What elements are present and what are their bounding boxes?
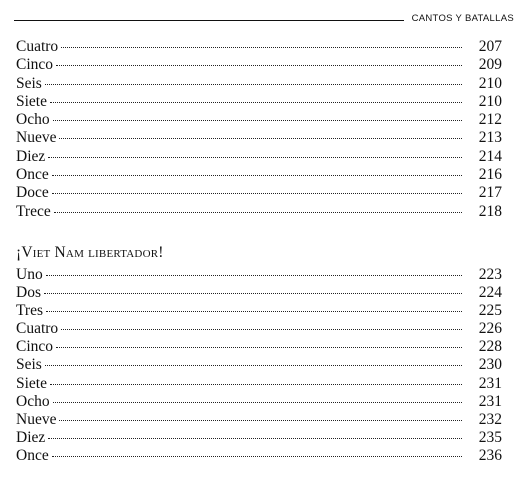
toc-entry-page: 236 (478, 446, 502, 464)
toc-entry (16, 447, 502, 465)
toc-entry-page: 218 (478, 202, 502, 220)
toc-list (16, 38, 502, 221)
toc-entry-label: Cuatro (16, 320, 59, 338)
toc-entry-page: 213 (478, 129, 502, 147)
dot-leader (56, 65, 462, 66)
toc-entry (16, 38, 502, 56)
toc-entry-label: Cinco (16, 56, 54, 74)
toc-entry-page: 231 (478, 374, 502, 392)
toc-entry-page: 224 (478, 284, 502, 302)
toc-entry-label: Uno (16, 266, 43, 283)
dot-leader (52, 456, 462, 457)
toc-entry-page: 216 (478, 166, 502, 184)
toc-entry-page: 217 (478, 184, 502, 202)
running-title: CANTOS Y BATALLAS (411, 12, 514, 24)
toc-entry (16, 393, 502, 411)
dot-leader (61, 47, 462, 48)
dot-leader (50, 384, 462, 385)
dot-leader (44, 293, 462, 294)
dot-leader (48, 438, 462, 439)
toc-entry-label: Dos (16, 284, 41, 302)
toc-entry-page: 214 (478, 147, 502, 165)
dot-leader (59, 420, 462, 421)
toc-entry (16, 166, 502, 184)
toc-entry-label: Ocho (16, 111, 50, 129)
dot-leader (53, 120, 462, 121)
toc-entry (16, 148, 502, 166)
toc-entry (16, 75, 502, 93)
toc-entry-label: Nueve (16, 129, 57, 147)
toc-entry-page: 235 (478, 428, 502, 446)
toc-entry (16, 320, 502, 338)
toc-list (16, 266, 502, 465)
toc-entry-label: Ocho (16, 392, 50, 410)
dot-leader (59, 138, 462, 139)
toc-entry (16, 184, 502, 202)
toc-entry (16, 56, 502, 74)
toc-entry (16, 375, 502, 393)
toc-entry-label: Seis (16, 74, 42, 92)
section-title: ¡Viet Nam libertador! (16, 244, 164, 261)
toc-entry-label: Trece (16, 202, 51, 220)
toc-entry-page: 232 (478, 410, 502, 428)
toc-entry (16, 429, 502, 447)
dot-leader (61, 329, 462, 330)
toc-entry-label: Nueve (16, 410, 57, 428)
toc-entry (16, 302, 502, 320)
dot-leader (56, 347, 462, 348)
dot-leader (54, 212, 462, 213)
toc-entry-page: 207 (478, 38, 502, 55)
toc-entry-page: 223 (478, 266, 502, 283)
toc-entry-page: 228 (478, 338, 502, 356)
toc-entry-page: 209 (478, 56, 502, 74)
toc-entry (16, 266, 502, 284)
dot-leader (46, 275, 462, 276)
running-header (14, 7, 514, 29)
toc-entry-page: 210 (478, 74, 502, 92)
toc-entry-label: Doce (16, 184, 49, 202)
toc-entry-label: Once (16, 166, 49, 184)
dot-leader (48, 157, 462, 158)
toc-entry-label: Diez (16, 428, 46, 446)
toc-entry-page: 230 (478, 356, 502, 374)
toc-entry (16, 93, 502, 111)
dot-leader (46, 311, 462, 312)
dot-leader (53, 402, 462, 403)
toc-section-viet-nam (16, 244, 502, 465)
dot-leader (52, 193, 462, 194)
dot-leader (50, 102, 462, 103)
toc-entry-label: Cuatro (16, 38, 59, 55)
toc-entry (16, 356, 502, 374)
toc-entry-page: 226 (478, 320, 502, 338)
toc-entry-page: 212 (478, 111, 502, 129)
toc-section-continued (16, 38, 502, 221)
toc-entry-page: 225 (478, 302, 502, 320)
toc-entry-label: Cinco (16, 338, 54, 356)
toc-entry-label: Siete (16, 374, 47, 392)
toc-entry-label: Diez (16, 147, 46, 165)
toc-entry-label: Once (16, 446, 49, 464)
toc-entry (16, 284, 502, 302)
toc-entry-page: 210 (478, 92, 502, 110)
toc-entry-label: Seis (16, 356, 42, 374)
header-rule (14, 20, 404, 21)
dot-leader (45, 365, 462, 366)
toc-entry (16, 111, 502, 129)
toc-entry (16, 129, 502, 147)
dot-leader (45, 84, 462, 85)
toc-entry (16, 338, 502, 356)
toc-entry (16, 411, 502, 429)
toc-entry-page: 231 (478, 392, 502, 410)
toc-entry-label: Siete (16, 92, 47, 110)
dot-leader (52, 175, 462, 176)
toc-entry-label: Tres (16, 302, 43, 320)
toc-entry (16, 203, 502, 221)
